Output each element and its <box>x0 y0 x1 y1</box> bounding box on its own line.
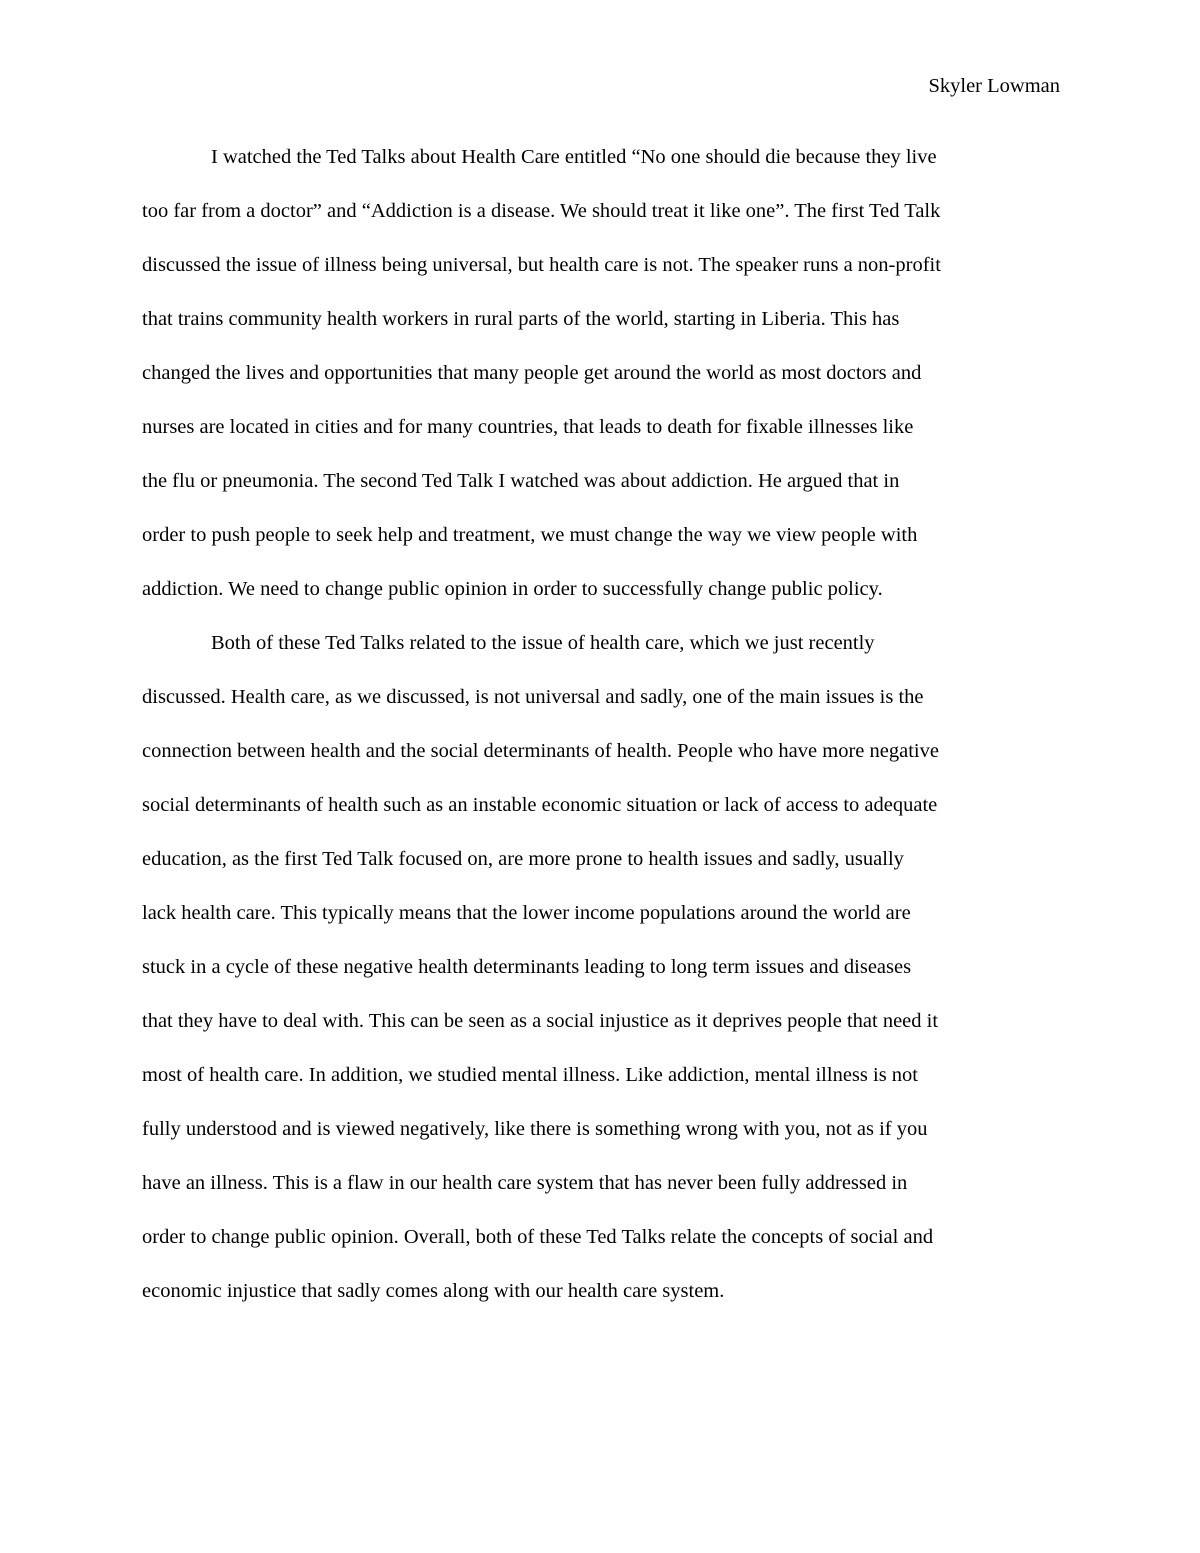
paragraph-line: order to change public opinion. Overall, both of these Ted Talks relate the concepts of social and <box>142 1226 934 1248</box>
paragraph-line: that trains community health workers in rural parts of the world, starting in Liberia. This has <box>142 308 900 330</box>
paragraph-line: order to push people to seek help and treatment, we must change the way we view people with <box>142 524 918 546</box>
document-body <box>142 130 1060 1318</box>
author-header: Skyler Lowman <box>928 75 1060 97</box>
paragraph-line: economic injustice that sadly comes along with our health care system. <box>142 1280 725 1302</box>
paragraph-line: that they have to deal with. This can be seen as a social injustice as it deprives people that need it <box>142 1010 939 1032</box>
paragraph-line: fully understood and is viewed negatively, like there is something wrong with you, not as if you <box>142 1118 928 1140</box>
paragraph-line: education, as the first Ted Talk focused on, are more prone to health issues and sadly, usually <box>142 848 904 870</box>
paragraph-line: discussed the issue of illness being universal, but health care is not. The speaker runs a non-profit <box>142 254 941 276</box>
paragraph-line: connection between health and the social determinants of health. People who have more negative <box>142 740 939 762</box>
paragraph-line: too far from a doctor” and “Addiction is a disease. We should treat it like one”. The first Ted Talk <box>142 200 941 222</box>
paragraph-2 <box>142 616 1060 1318</box>
paragraph-line: the flu or pneumonia. The second Ted Talk I watched was about addiction. He argued that in <box>142 470 900 492</box>
paragraph-line: Both of these Ted Talks related to the issue of health care, which we just recently <box>211 632 875 654</box>
paragraph-line: addiction. We need to change public opinion in order to successfully change public policy. <box>142 578 883 600</box>
paragraph-line: have an illness. This is a flaw in our health care system that has never been fully addressed in <box>142 1172 908 1194</box>
paragraph-line: discussed. Health care, as we discussed, is not universal and sadly, one of the main issues is the <box>142 686 924 708</box>
paragraph-line: lack health care. This typically means that the lower income populations around the world are <box>142 902 911 924</box>
paragraph-line: I watched the Ted Talks about Health Care entitled “No one should die because they live <box>211 146 937 168</box>
paragraph-line: changed the lives and opportunities that many people get around the world as most doctors and <box>142 362 922 384</box>
paragraph-line: social determinants of health such as an instable economic situation or lack of access to adequate <box>142 794 938 816</box>
paragraph-line: nurses are located in cities and for many countries, that leads to death for fixable illnesses like <box>142 416 914 438</box>
paragraph-line: most of health care. In addition, we studied mental illness. Like addiction, mental illness is not <box>142 1064 918 1086</box>
paragraph-line: stuck in a cycle of these negative health determinants leading to long term issues and diseases <box>142 956 912 978</box>
paragraph-1 <box>142 130 1060 616</box>
